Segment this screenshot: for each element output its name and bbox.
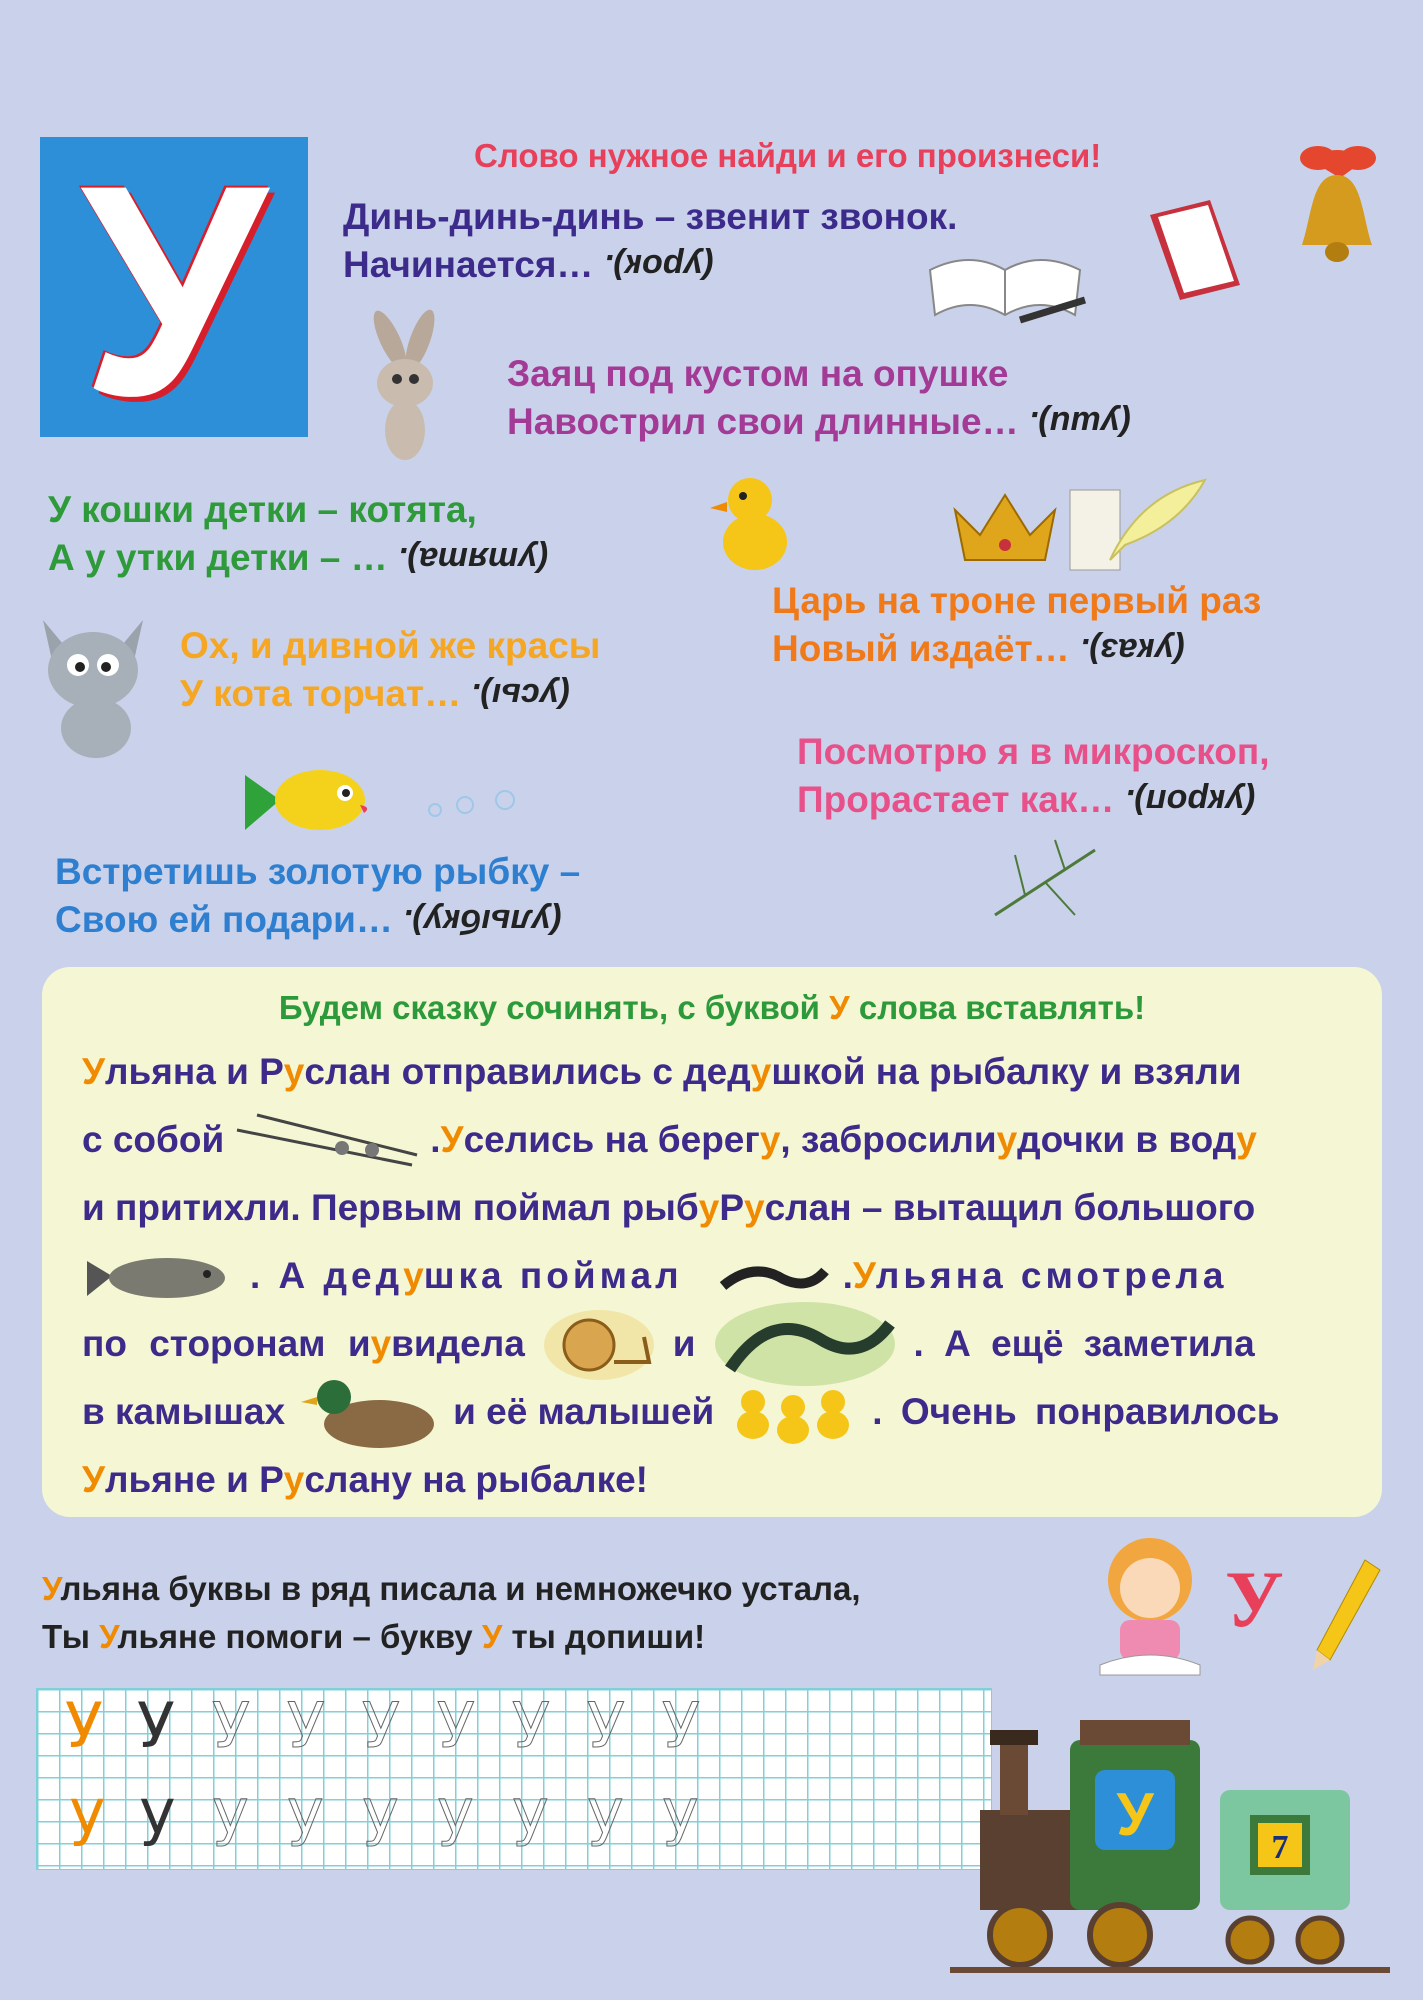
decor-letter: У bbox=[1225, 1556, 1284, 1644]
dotted-letter-upper: У bbox=[512, 1689, 550, 1762]
riddle-line: А у утки детки – … bbox=[48, 537, 388, 578]
riddle-line: У кота торчат… bbox=[180, 673, 462, 714]
riddle-1 bbox=[343, 193, 957, 290]
riddle-line: Прорастает как… bbox=[797, 779, 1115, 820]
page-number: 7 bbox=[1271, 1829, 1289, 1866]
sample-letter-lower: у bbox=[69, 1775, 106, 1848]
goldfish-icon bbox=[240, 755, 380, 845]
perch-fish-icon bbox=[82, 1246, 232, 1306]
trace-letter-upper: У bbox=[137, 1689, 175, 1762]
riddle-7 bbox=[55, 848, 580, 945]
story-line-2: с собой . У селись на берег у , забросили у дочки в вод у bbox=[82, 1115, 1342, 1165]
riddle-line: Посмотрю я в микроскоп, bbox=[797, 731, 1270, 772]
dotted-letter-lower: у bbox=[437, 1775, 474, 1848]
ducklings-icon bbox=[728, 1377, 858, 1447]
dotted-letter-lower: у bbox=[212, 1775, 249, 1848]
feather-icon bbox=[1100, 475, 1210, 565]
riddle-line: Начинается… bbox=[343, 244, 594, 285]
dotted-letter-upper: У bbox=[587, 1689, 625, 1762]
riddle-line: Свою ей подари… bbox=[55, 899, 393, 940]
riddle-line: Динь-динь-динь – звенит звонок. bbox=[343, 196, 958, 237]
dotted-letter-lower: у bbox=[587, 1775, 624, 1848]
grass-snake-icon bbox=[710, 1299, 900, 1389]
story-panel bbox=[42, 967, 1382, 1517]
riddle-answer: (укроп). bbox=[1124, 782, 1256, 820]
riddle-line: Новый издаёт… bbox=[772, 628, 1070, 669]
dill-icon bbox=[985, 835, 1105, 925]
writing-task: Ульяна буквы в ряд писала и немножечко устала, Ты Ульяне помоги – букву У ты допиши! bbox=[42, 1570, 861, 1655]
riddle-answer: (улыбку). bbox=[403, 902, 563, 940]
train-letter: У bbox=[1116, 1781, 1154, 1848]
sample-letter-upper: У bbox=[65, 1689, 103, 1762]
riddle-5 bbox=[180, 622, 600, 719]
riddle-line: Царь на троне первый раз bbox=[772, 580, 1262, 621]
story-line-1: У льяна и Р у слан отправились с дед у шкой на рыбалку и взяли bbox=[82, 1051, 1242, 1092]
duckling-icon bbox=[705, 470, 795, 575]
book-icon bbox=[1140, 195, 1250, 305]
trace-letter-lower: у bbox=[139, 1775, 176, 1848]
bell-icon bbox=[1280, 140, 1395, 270]
dotted-letter-lower: у bbox=[662, 1775, 699, 1848]
pencil-icon bbox=[1305, 1555, 1385, 1675]
big-letter: У bbox=[80, 122, 268, 458]
crown-icon bbox=[950, 490, 1060, 570]
riddle-line: Заяц под кустом на опушке bbox=[507, 353, 1009, 394]
riddle-line: Ох, и дивной же красы bbox=[180, 625, 601, 666]
fishing-rods-icon bbox=[232, 1110, 422, 1170]
dotted-letter-upper: У bbox=[362, 1689, 400, 1762]
train-icon bbox=[950, 1680, 1390, 1980]
riddle-4 bbox=[772, 577, 1261, 674]
dotted-letter-upper: У bbox=[287, 1689, 325, 1762]
story-title: Будем сказку сочинять, с буквой У слова вставлять! bbox=[278, 989, 1146, 1026]
dotted-letter-upper: У bbox=[437, 1689, 475, 1762]
dotted-letter-lower: у bbox=[362, 1775, 399, 1848]
riddle-line: Навострил свои длинные… bbox=[507, 401, 1019, 442]
cat-icon bbox=[28, 610, 158, 760]
story-line-4: . А дед у шка поймал . У льяна смотрела bbox=[82, 1251, 1342, 1301]
riddle-6 bbox=[797, 728, 1270, 825]
dotted-letter-upper: У bbox=[212, 1689, 250, 1762]
riddle-answer: (утята). bbox=[397, 540, 549, 578]
riddle-2 bbox=[507, 350, 1131, 447]
dotted-letter-lower: у bbox=[287, 1775, 324, 1848]
story-line-6: в камышах и её малышей . Очень понравилось bbox=[82, 1387, 1342, 1437]
big-letter-box bbox=[40, 122, 308, 458]
rabbit-icon bbox=[350, 305, 460, 465]
story-line-7: У льяне и Р у слану на рыбалке! bbox=[82, 1459, 648, 1500]
girl-reading-icon bbox=[1080, 1530, 1220, 1680]
bubbles-icon bbox=[420, 785, 530, 825]
story-line-3: и притихли. Первым поймал рыб у Р у слан – вытащил большого bbox=[82, 1187, 1256, 1228]
riddle-answer: (усы). bbox=[471, 676, 571, 714]
snail-icon bbox=[539, 1307, 659, 1382]
riddle-3 bbox=[48, 486, 548, 583]
riddle-answer: (указ). bbox=[1079, 631, 1185, 669]
eel-icon bbox=[713, 1251, 833, 1301]
riddle-answer: (урок). bbox=[603, 247, 714, 285]
page-heading: Слово нужное найди и его произнеси! bbox=[474, 137, 1102, 174]
riddle-answer: (уши). bbox=[1028, 404, 1131, 442]
riddle-line: Встретишь золотую рыбку – bbox=[55, 851, 581, 892]
handwriting-practice-grid bbox=[36, 1688, 992, 1870]
riddle-line: У кошки детки – котята, bbox=[48, 489, 477, 530]
dotted-letter-upper: У bbox=[662, 1689, 700, 1762]
dotted-letter-lower: у bbox=[512, 1775, 549, 1848]
duck-icon bbox=[299, 1372, 439, 1452]
story-line-5: по сторонам и у видела и . А ещё заметила bbox=[82, 1319, 1342, 1369]
